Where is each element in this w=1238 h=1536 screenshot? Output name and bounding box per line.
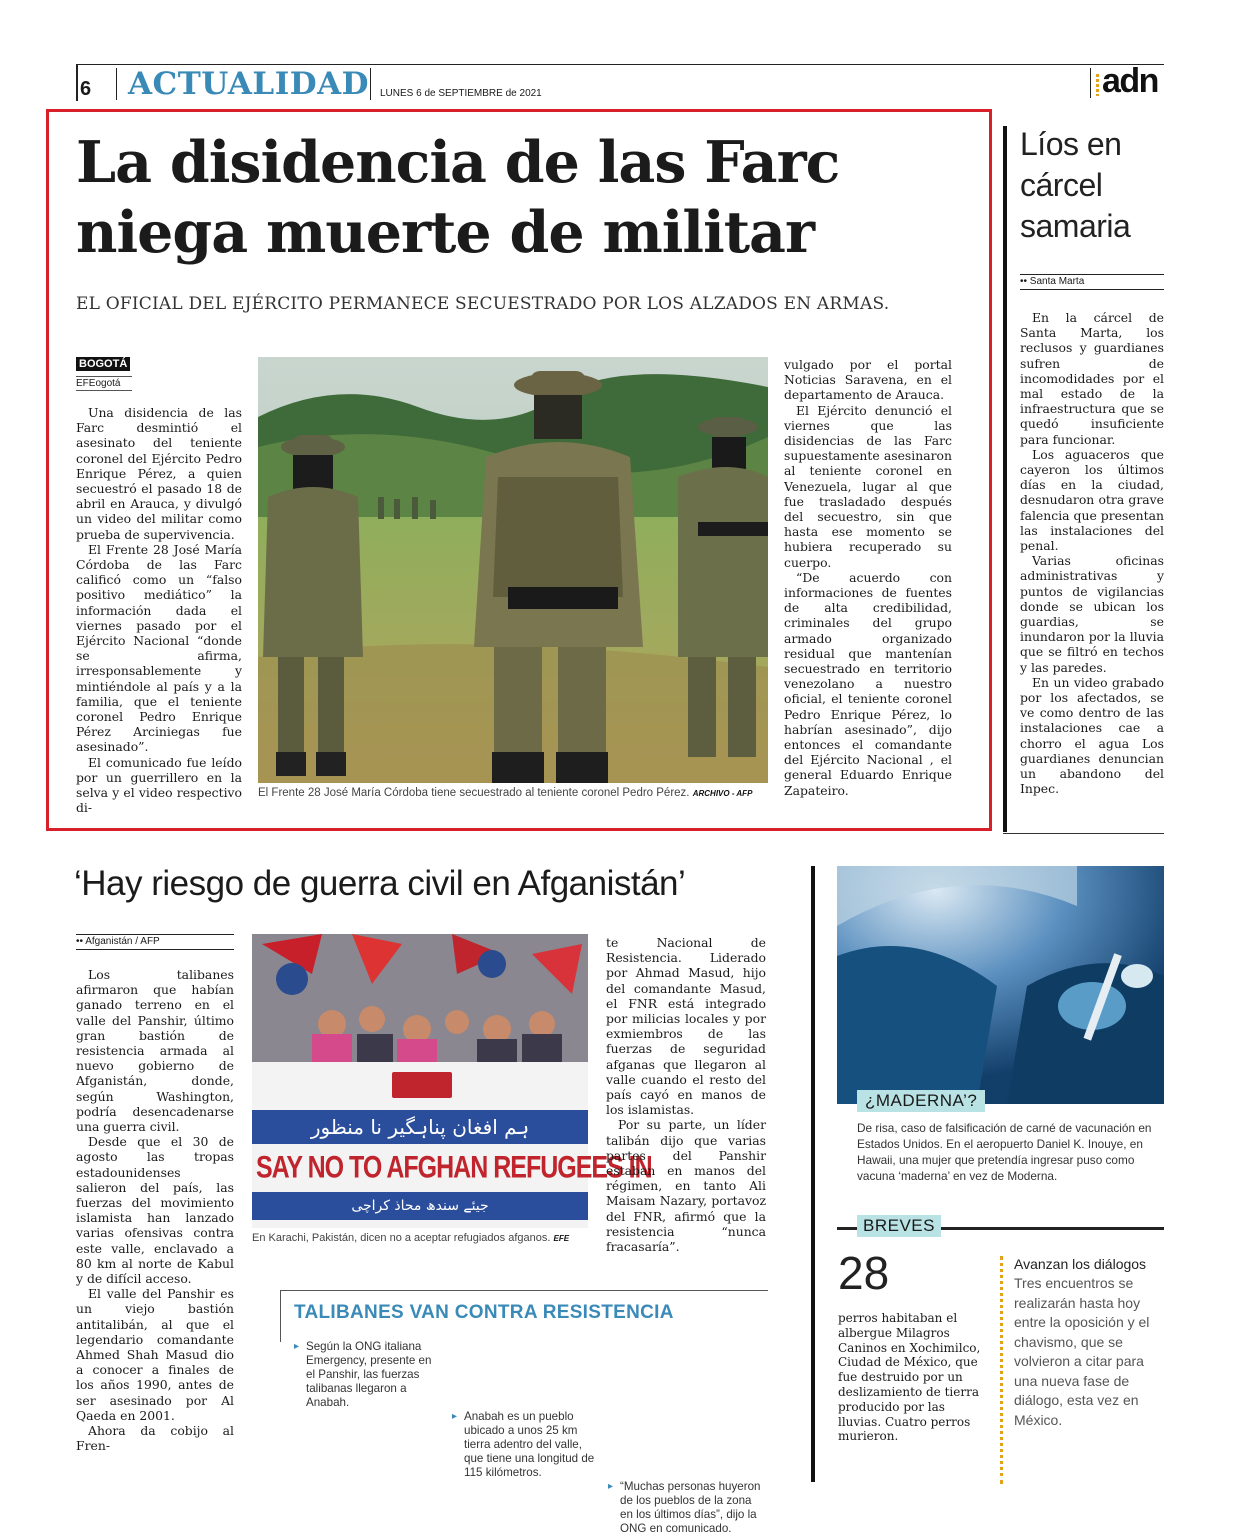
banner-flag [392, 1072, 452, 1098]
afghan-photo-caption [252, 1232, 592, 1244]
banner-english: SAY NO TO AFGHAN REFUGEES IN [256, 1150, 652, 1185]
adn-logo: adn [1102, 62, 1158, 100]
sidebar-tag-rule-2 [1020, 289, 1164, 290]
breves-item-title: Avanzan los diálogos [1014, 1256, 1147, 1272]
info-box-title: TALIBANES VAN CONTRA RESISTENCIA [294, 1302, 674, 1323]
section-divider-2 [370, 68, 371, 100]
breves-column-rule [811, 866, 815, 1482]
afghan-headline: ‘Hay riesgo de guerra civil en Afganistán’ [74, 864, 686, 903]
banner-urdu-bottom: جیئے سندھ محاذ کراچی [252, 1192, 588, 1220]
sidebar-rule [1003, 126, 1007, 832]
afghan-paragraph: te Nacional de Resistencia. Liderado por Ahmad Masud, hijo del comandante Masud, el FNR está integrado por milicias locales y por exmiembros de las fuerzas de seguridad afganas que llegaron al valle cuando el resto del país cayó en manos de los islamistas. [606, 935, 766, 1118]
afghan-paragraph: Desde que el 30 de agosto las tropas estadounidenses salieron del país, las fuerzas del movimiento islamista han lanzado varias ofensivas contra este valle, enclavado a 80 km al norte de Kabul y de difícil acceso. [76, 1134, 234, 1287]
sidebar-tag: •• Santa Marta [1020, 276, 1085, 287]
info-box-item: ▸ “Muchas personas huyeron de los pueblos de la zona en los últimos días”, dijo la ONG en comunicado. [608, 1480, 764, 1536]
afghan-caption-text: En Karachi, Pakistán, dicen no a aceptar refugiados afganos. [252, 1232, 551, 1244]
protest-photo [252, 934, 652, 1228]
protest-banner [252, 1062, 652, 1228]
banner-urdu-top: ہم افغان پناہگیر نا منظور [252, 1110, 588, 1144]
sidebar-tag-rule [1020, 274, 1164, 275]
lead-paragraph: vulgado por el portal Noticias Saravena, en el departamento de Arauca. [784, 357, 952, 403]
afghan-paragraph: Los talibanes afirmaron que habían ganado terreno en el valle del Panshir, último gran bastión de resistencia armada al nuevo gobierno de Afganistán, donde, según Washington, podría desencadenarse una guerra civil. [76, 967, 234, 1135]
sidebar-title [1020, 124, 1130, 247]
breves-big-number: 28 [838, 1247, 890, 1299]
lead-paragraph: Una disidencia de las Farc desmintió el asesinato del teniente coronel del Ejército Pedro Enrique Pérez, a quien secuestró el pasado 18 de abril en Arauca, y divulgó un video del militar como prueba de supervivencia. [76, 405, 242, 542]
sidebar-paragraph: Los aguaceros que cayeron los últimos días en la ciudad, desnudaron otra grave falencia que presentan las instalaciones del penal. [1020, 446, 1164, 554]
sidebar-title-line: cárcel [1020, 167, 1103, 203]
afghan-paragraph: Por su parte, un líder talibán dijo que varias partes del Panshir estaban en manos del régimen, en tanto Ali Maisam Nazary, portavoz del FNR, afirmó que la resistencia “nunca fracasaría”. [606, 1117, 766, 1255]
sidebar-title-line: Líos en [1020, 126, 1122, 162]
lead-paragraph: “De acuerdo con informaciones de fuentes de alta credibilidad, criminales del grupo armado organizado residual que mantenían secuestrado en territorio venezolano a nuestro oficial, el teniente coronel Pedro Enrique Pérez, lo habrían asesinado”, dijo entonces el comandante del Ejército Nacional , el general Eduardo Enrique Zapateiro. [784, 569, 952, 798]
vaccine-photo-art [837, 866, 1164, 1104]
breves-item-text: Tres encuentros se realizarán hasta hoy entre la oposición y el chavismo, que se volvieron a citar para una nueva fase de diálogo, esta vez en México. [1014, 1275, 1150, 1428]
afghan-column-3 [606, 935, 766, 1254]
afghan-tag-rule [76, 934, 234, 935]
byline: EFEogotá [76, 376, 132, 391]
lead-column-2 [784, 357, 952, 798]
header-rule [76, 64, 1164, 65]
lead-caption-text: El Frente 28 José María Córdoba tiene secuestrado al teniente coronel Pedro Pérez. [258, 787, 690, 799]
sidebar-body [1020, 310, 1164, 797]
breves-label: BREVES [857, 1215, 941, 1237]
lead-paragraph: El Ejército denunció el viernes que las disidencias de las Farc supuestamente asesinaron al teniente coronel en Venezuela, lugar al que fue trasladado después del secuestro, sin que hasta ese momento se hubiera recuperado su cuerpo. [784, 402, 952, 570]
sidebar-bottom-rule [1003, 833, 1164, 834]
lead-photo-caption [258, 787, 778, 799]
afghan-paragraph: El valle del Panshir es un viejo bastión antitalibán, al que el legendario comandante Ahmed Shah Masud dio a conocer a finales de los años 1990, antes de ser asesinado por Al Qaeda en 2001. [76, 1286, 234, 1423]
info-box-border [280, 1290, 768, 1291]
section-name: ACTUALIDAD [128, 66, 370, 102]
lead-headline [76, 128, 839, 268]
lead-subheadline: EL OFICIAL DEL EJÉRCITO PERMANECE SECUESTRADO POR LOS ALZADOS EN ARMAS. [76, 294, 890, 314]
info-box-item: ▸ Anabah es un pueblo ubicado a unos 25 km tierra adentro del valle, que tiene una longitud de 115 kilómetros. [452, 1410, 600, 1480]
breves-number-text: perros habitaban el albergue Milagros Caninos en Xochimilco, Ciudad de México, que fue destruido por un deslizamiento de tierra producido por las lluvias. Cuatro perros murieron. [838, 1311, 981, 1444]
vaccine-photo [837, 866, 1164, 1104]
sidebar-paragraph: En la cárcel de Santa Marta, los reclusos y guardianes sufren de incomodidades por el mal estado de la infraestructura que se quedó insuficiente para funcionar. [1020, 310, 1164, 447]
soldiers-photo-art [258, 357, 768, 783]
header-left-bar [76, 64, 78, 101]
maderna-caption: De risa, caso de falsificación de carné de vacunación en Estados Unidos. En el aeropuerto Daniel K. Inouye, en Hawaii, una mujer que pretendía ingresar puso como vacuna ‘maderna’ en vez de Moderna. [857, 1121, 1152, 1183]
lead-column-1 [76, 405, 242, 815]
sidebar-paragraph: En un video grabado por los afectados, se ve como dentro de las instalaciones cae a chorro el agua Los guardianes denuncian un abandono del Inpec. [1020, 674, 1164, 797]
lead-paragraph: El comunicado fue leído por un guerrillero en la selva y el video respectivo di- [76, 754, 242, 816]
headline-line-1: La disidencia de las Farc [76, 129, 840, 196]
afghan-tag-rule-2 [76, 949, 234, 950]
afghan-tag: •• Afganistán / AFP [76, 936, 160, 947]
section-divider [116, 68, 117, 100]
sidebar-paragraph: Varias oficinas administrativas y puntos de vigilancias donde se ubican los guardias, se inundaron por la lluvia que se filtró en techos y las paredes. [1020, 553, 1164, 675]
soldiers-photo [258, 357, 768, 783]
logo-divider [1090, 68, 1091, 98]
afghan-paragraph: Ahora da cobijo al Fren- [76, 1423, 234, 1454]
headline-line-2: niega muerte de militar [76, 199, 815, 266]
lead-paragraph: El Frente 28 José María Córdoba de las Farc calificó como un “falso positivo mediático” la información dada el viernes pasado por el Ejército Nacional “donde se afirma, irresponsablemente y mintiéndole al país y a la familia, que el teniente coronel Pedro Enrique Pérez Arciniegas fue asesinado”. [76, 541, 242, 755]
lead-caption-credit: ARCHIVO - AFP [692, 789, 753, 798]
maderna-label: ¿MADERNA’? [857, 1090, 985, 1112]
dateline: BOGOTÁ [76, 357, 130, 371]
logo-dots [1096, 74, 1099, 96]
afghan-column-1 [76, 967, 234, 1454]
page-number: 6 [80, 78, 92, 100]
afghan-caption-credit: EFE [553, 1234, 570, 1243]
breves-dotted-divider [1000, 1256, 1003, 1484]
header-date: LUNES 6 de SEPTIEMBRE de 2021 [380, 88, 542, 99]
info-box-border-left [280, 1290, 281, 1342]
sidebar-title-line: samaria [1020, 208, 1131, 244]
info-box-item: ▸ Según la ONG italiana Emergency, presente en el Panshir, las fuerzas talibanas llegaron a Anabah. [294, 1340, 440, 1410]
